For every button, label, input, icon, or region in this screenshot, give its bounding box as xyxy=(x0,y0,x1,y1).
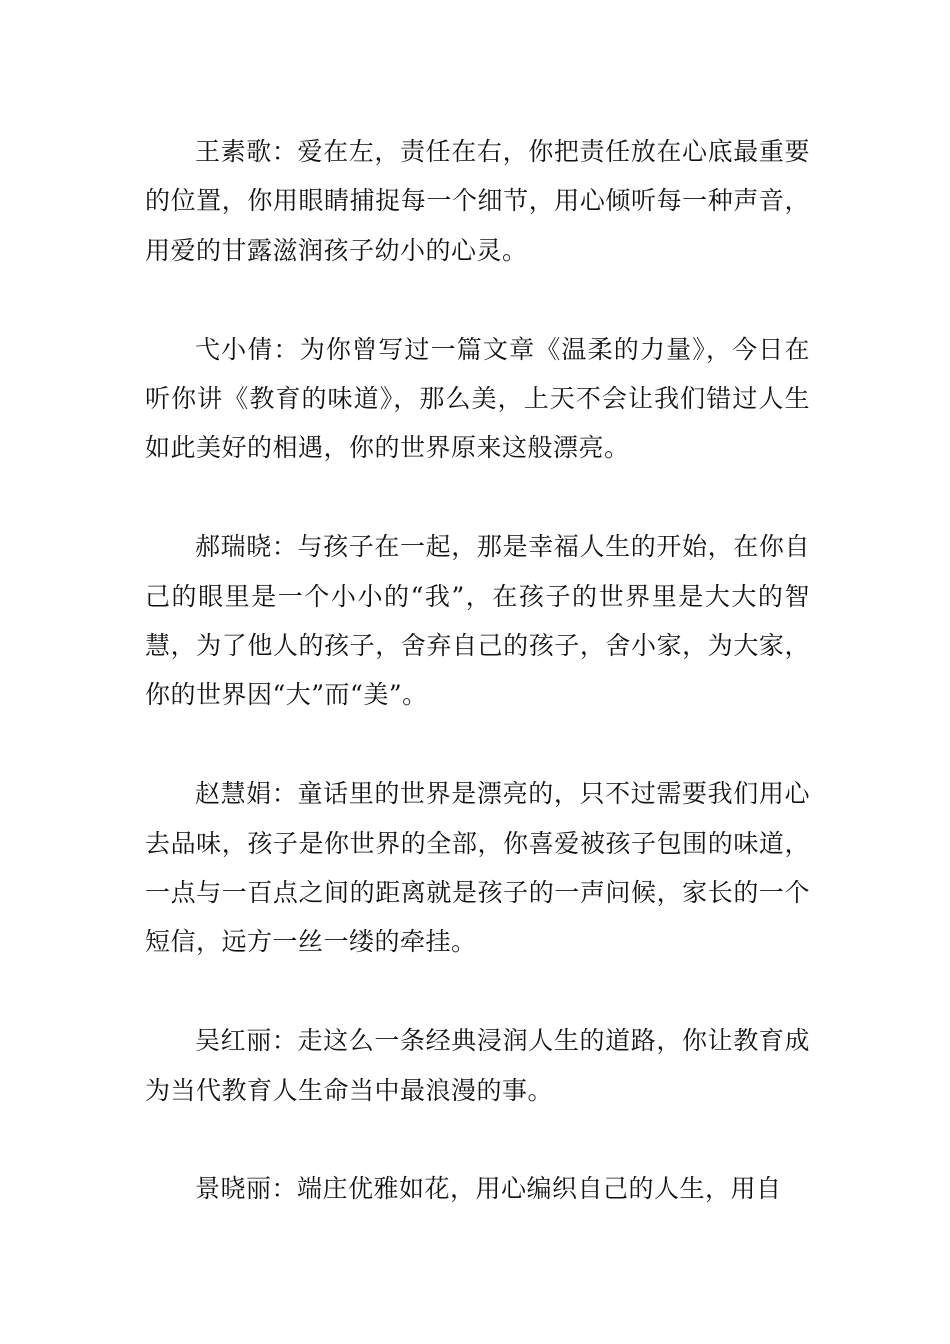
document-page xyxy=(145,127,810,1263)
paragraph-jing-xiaoli xyxy=(145,1164,810,1213)
paragraph-text: 与孩子在一起，那是幸福人生的开始，在你自己的眼里是一个小小的“我”，在孩子的世界里是大大的智慧，为了他人的孩子，舍弃自己的孩子，舍小家，为大家，你的世界因“大”而“美”。 xyxy=(145,532,810,710)
paragraph-yi-xiaoqian xyxy=(145,325,810,473)
paragraph-hao-ruixiao xyxy=(145,522,810,720)
speaker-name: 景晓丽： xyxy=(195,1174,298,1204)
paragraph-text: 端庄优雅如花，用心编织自己的人生，用自 xyxy=(297,1174,782,1204)
speaker-name: 吴红丽： xyxy=(195,1026,298,1056)
paragraph-wu-hongli xyxy=(145,1016,810,1115)
paragraph-text: 走这么一条经典浸润人生的道路，你让教育成为当代教育人生命当中最浪漫的事。 xyxy=(145,1026,810,1105)
paragraph-wang-suge xyxy=(145,127,810,275)
paragraph-text: 爱在左，责任在右，你把责任放在心底最重要的位置，你用眼睛捕捉每一个细节，用心倾听每一种声音，用爱的甘露滋润孩子幼小的心灵。 xyxy=(145,137,810,265)
paragraph-text: 为你曾写过一篇文章《温柔的力量》，今日在听你讲《教育的味道》，那么美，上天不会让我们错过人生如此美好的相遇，你的世界原来这般漂亮。 xyxy=(145,334,810,463)
speaker-name: 赵慧娟： xyxy=(195,779,298,809)
speaker-name: 弋小倩： xyxy=(195,334,300,364)
paragraph-text: 童话里的世界是漂亮的，只不过需要我们用心去品味，孩子是你世界的全部，你喜爱被孩子包围的味道，一点与一百点之间的距离就是孩子的一声问候，家长的一个短信，远方一丝一缕的牵挂。 xyxy=(145,779,810,957)
speaker-name: 王素歌： xyxy=(195,137,298,166)
speaker-name: 郝瑞晓： xyxy=(195,532,298,562)
paragraph-zhao-huijuan xyxy=(145,769,810,967)
